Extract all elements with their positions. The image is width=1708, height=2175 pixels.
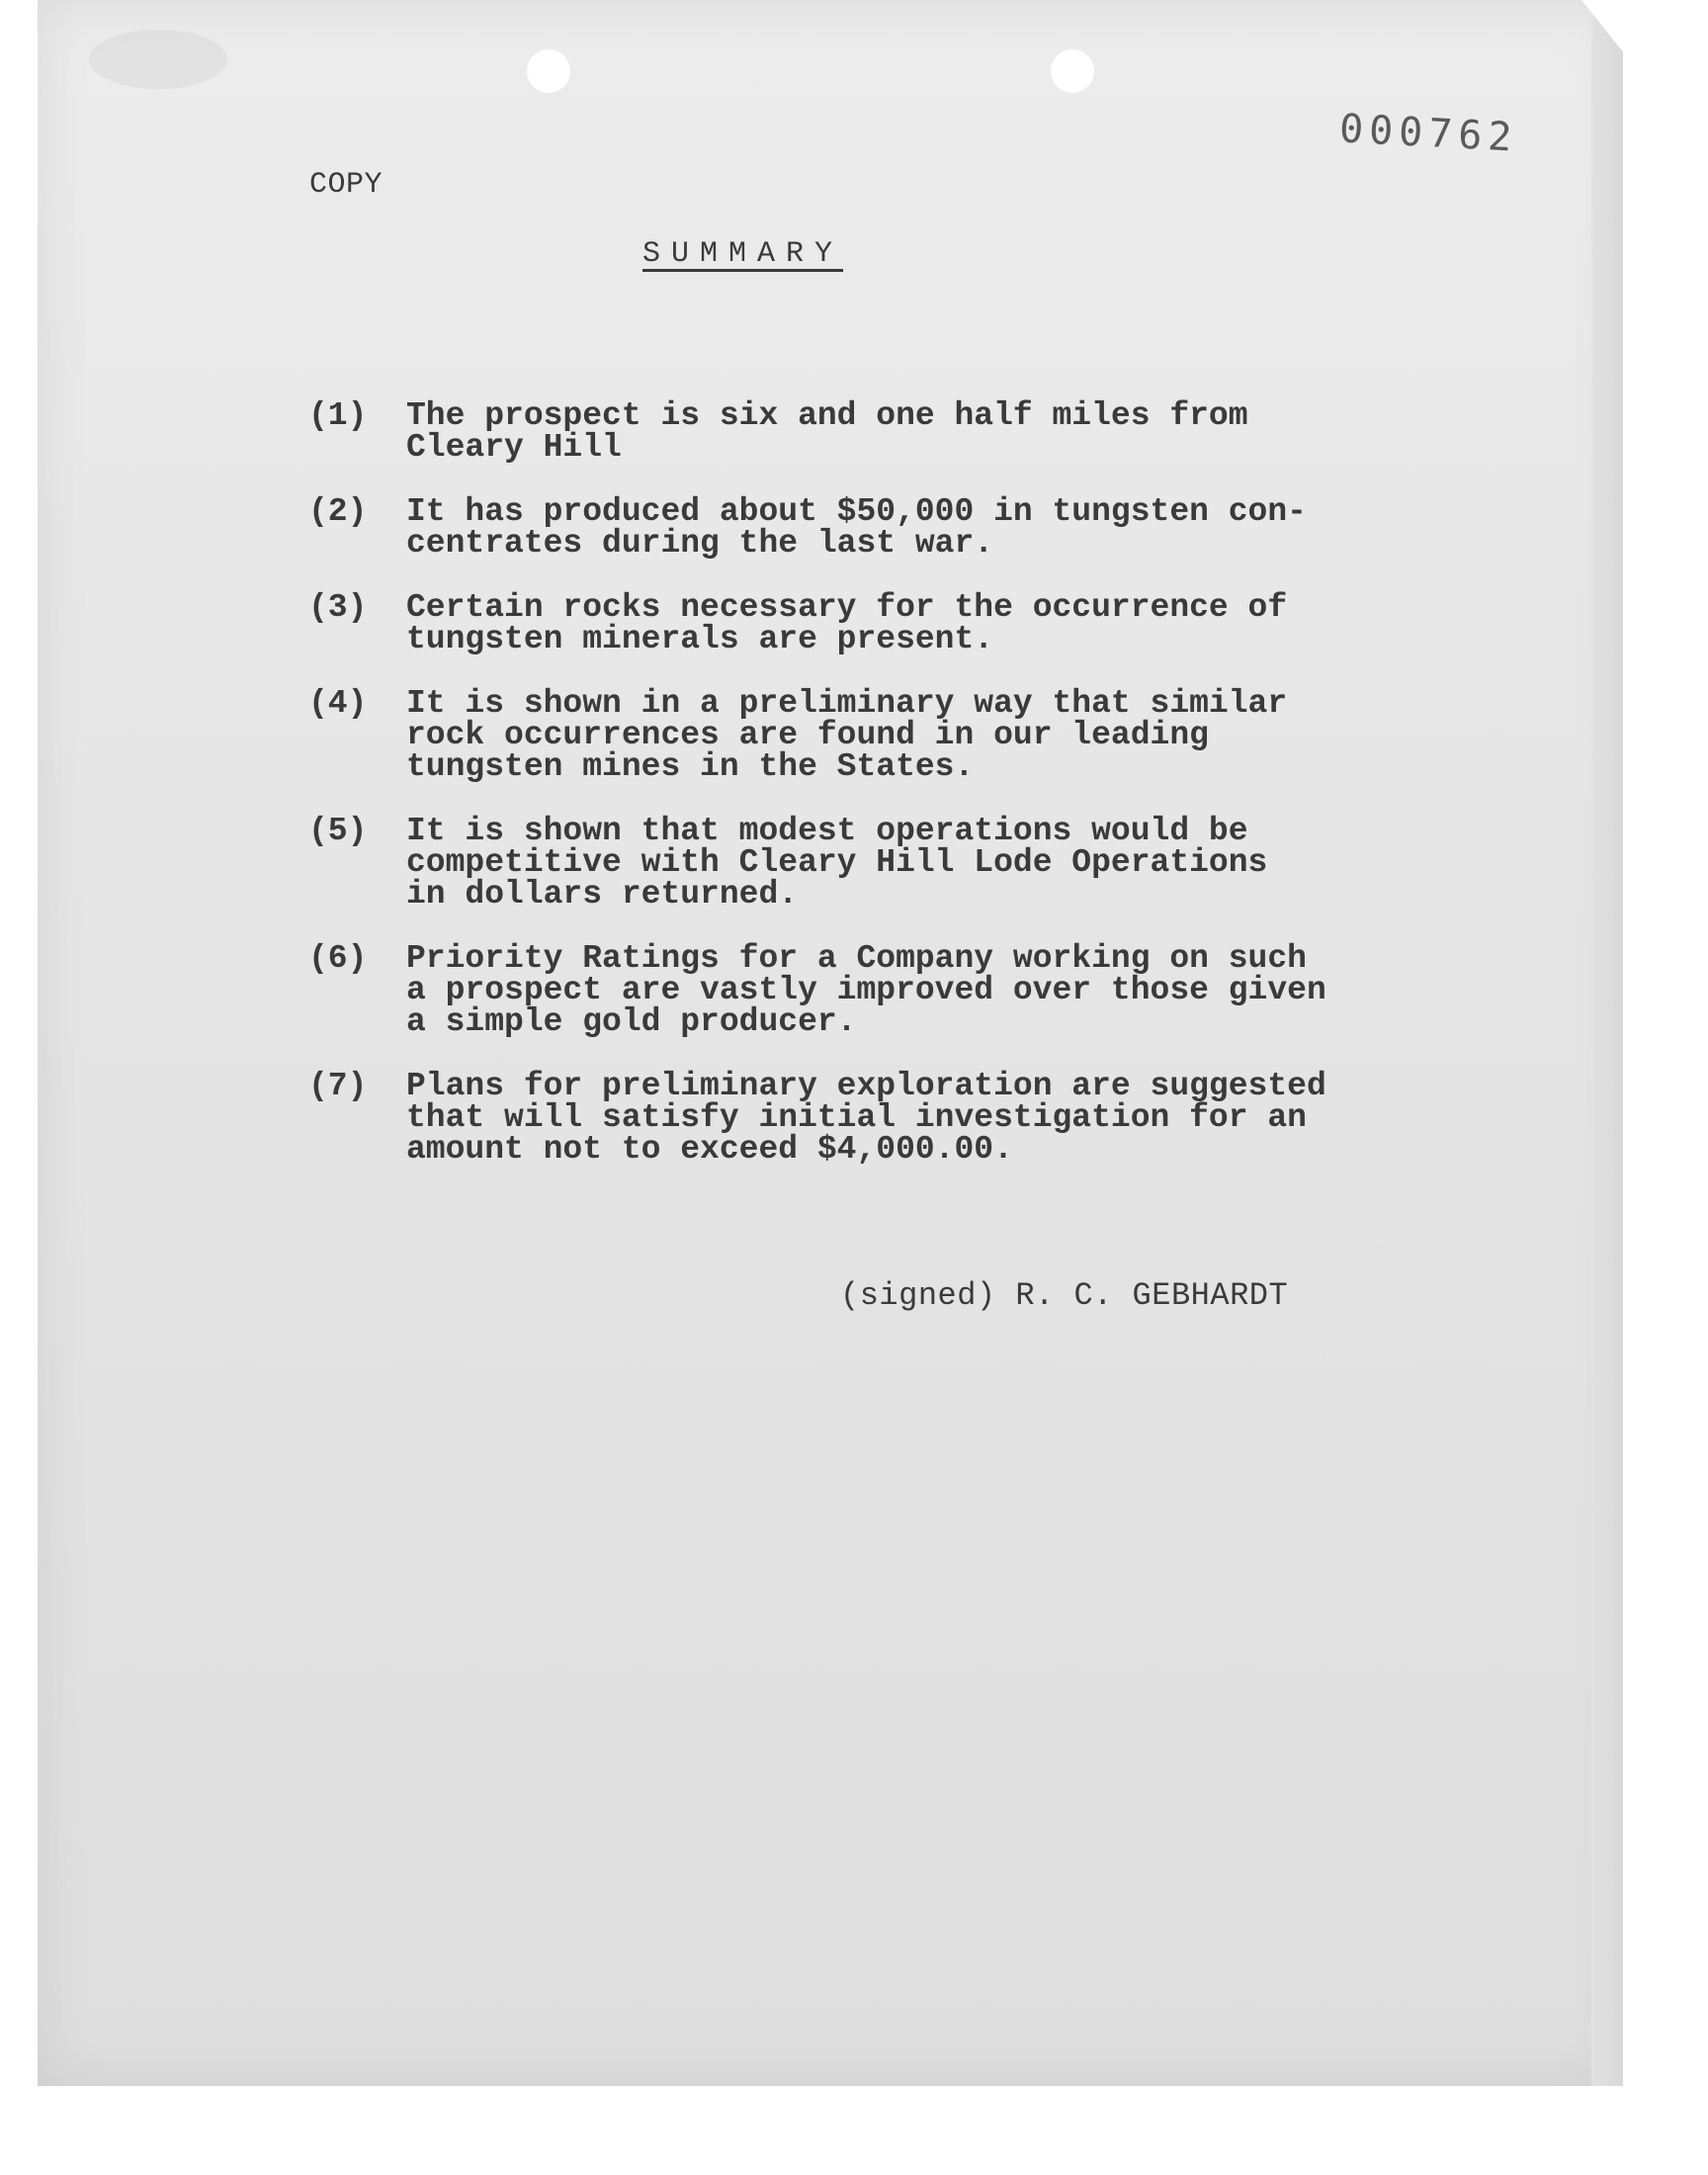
item-line: centrates during the last war. bbox=[406, 525, 994, 562]
signature-line: (signed) R. C. GEBHARDT bbox=[840, 1277, 1289, 1314]
item-line: that will satisfy initial investigation for an bbox=[406, 1099, 1307, 1136]
item-line: tungsten minerals are present. bbox=[406, 621, 994, 657]
item-line: It is shown that modest operations would be bbox=[406, 813, 1248, 849]
document-title: SUMMARY bbox=[642, 237, 844, 271]
item-number: (7) bbox=[308, 1068, 368, 1104]
item-line: in dollars returned. bbox=[406, 876, 799, 913]
copy-label: COPY bbox=[309, 168, 384, 202]
item-number: (1) bbox=[308, 397, 368, 434]
item-text bbox=[406, 397, 1396, 466]
summary-list bbox=[308, 397, 1396, 1198]
item-line: a prospect are vastly improved over those given bbox=[406, 972, 1326, 1008]
item-line: tungsten mines in the States. bbox=[406, 748, 975, 785]
page-edge bbox=[1591, 0, 1623, 2086]
item-number: (6) bbox=[308, 940, 368, 977]
item-number: (5) bbox=[308, 813, 368, 849]
list-item bbox=[308, 685, 1396, 785]
item-number: (3) bbox=[308, 589, 368, 626]
item-line: It has produced about $50,000 in tungsten con- bbox=[406, 493, 1307, 530]
list-item bbox=[308, 940, 1396, 1040]
punch-hole-right bbox=[1051, 49, 1094, 93]
list-item bbox=[308, 397, 1396, 466]
item-text bbox=[406, 685, 1396, 785]
list-item bbox=[308, 1068, 1396, 1168]
item-text bbox=[406, 589, 1396, 657]
item-line: Plans for preliminary exploration are suggested bbox=[406, 1068, 1326, 1104]
item-line: amount not to exceed $4,000.00. bbox=[406, 1131, 1013, 1168]
list-item bbox=[308, 813, 1396, 913]
list-item bbox=[308, 589, 1396, 657]
item-line: The prospect is six and one half miles from bbox=[406, 397, 1248, 434]
item-line: competitive with Cleary Hill Lode Operations bbox=[406, 844, 1268, 881]
item-line: rock occurrences are found in our leading bbox=[406, 717, 1209, 753]
item-line: It is shown in a preliminary way that similar bbox=[406, 685, 1288, 722]
item-text bbox=[406, 813, 1396, 913]
item-text bbox=[406, 940, 1396, 1040]
item-text bbox=[406, 1068, 1396, 1168]
item-text bbox=[406, 493, 1396, 562]
smudge bbox=[89, 30, 227, 89]
document-number: 000762 bbox=[1337, 106, 1519, 161]
punch-hole-left bbox=[527, 49, 570, 93]
list-item bbox=[308, 493, 1396, 562]
item-line: Cleary Hill bbox=[406, 429, 622, 466]
item-line: Priority Ratings for a Company working on such bbox=[406, 940, 1307, 977]
item-number: (2) bbox=[308, 493, 368, 530]
item-number: (4) bbox=[308, 685, 368, 722]
item-line: a simple gold producer. bbox=[406, 1003, 857, 1040]
item-line: Certain rocks necessary for the occurrence of bbox=[406, 589, 1288, 626]
